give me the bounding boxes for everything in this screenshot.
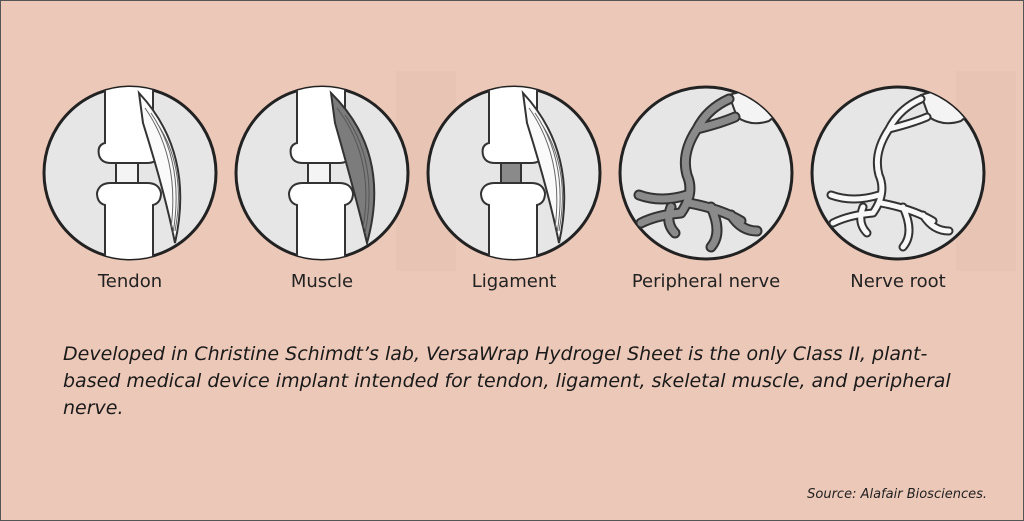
muscle-icon [227, 83, 417, 263]
source-credit: Source: Alafair Biosciences. [807, 487, 987, 502]
tendon-icon [35, 83, 225, 263]
figure-label: Tendon [97, 271, 163, 292]
caption-text: Developed in Christine Schimdt’s lab, VersaWrap Hydrogel Sheet is the only Class II, plant-based medical device implant intended for tendon, ligament, skeletal muscle, and peripheral nerve. [63, 343, 951, 419]
figure-label: Muscle [290, 271, 354, 292]
figure-label: Peripheral nerve [631, 271, 781, 292]
nerve-root-icon [803, 83, 993, 263]
figure-label: Nerve root [850, 271, 946, 292]
peripheral-nerve-icon [611, 83, 801, 263]
figure-label: Ligament [471, 271, 557, 292]
ligament-icon [419, 83, 609, 263]
